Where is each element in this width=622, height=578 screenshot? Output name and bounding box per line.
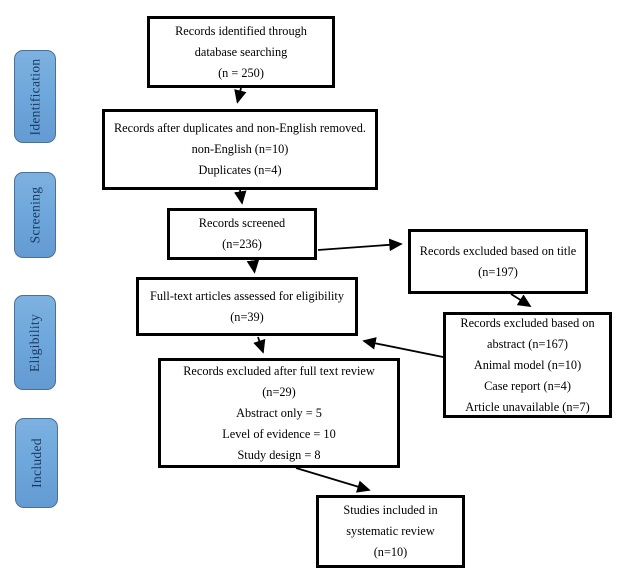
arrow-excluded-review-to-studies-included	[296, 468, 369, 490]
box-deduplicated	[102, 109, 378, 190]
arrow-fulltext-to-excluded-review	[258, 337, 263, 352]
box-text-line: Study design = 8	[237, 447, 321, 462]
box-studies-included	[316, 495, 465, 568]
box-excluded-fulltext-review	[158, 358, 400, 468]
box-text-line: Records identified through	[175, 23, 307, 38]
arrow-identified-to-deduplicated	[238, 88, 242, 102]
box-text-line: Records excluded after full text review	[183, 363, 375, 378]
box-text-line: Case report (n=4)	[484, 378, 571, 393]
stage-identification-label: Identification	[27, 58, 43, 135]
box-text-line: Article unavailable (n=7)	[465, 399, 590, 414]
box-text-line: Studies included in	[343, 503, 438, 517]
box-text-line: Records after duplicates and non-English removed.	[113, 121, 366, 135]
box-records-screened	[167, 208, 317, 260]
stage-included-label: Included	[28, 438, 44, 488]
stage-screening-label: Screening	[27, 186, 42, 244]
box-excluded-title	[408, 229, 588, 294]
box-text-line: Duplicates (n=4)	[198, 163, 282, 177]
box-text-line: Records screened	[198, 216, 286, 230]
arrow-deduplicated-to-screened	[240, 190, 242, 203]
box-text-line: (n=10)	[373, 545, 408, 559]
box-text-line: Level of evidence = 10	[222, 426, 336, 441]
stage-screening	[14, 172, 56, 258]
box-records-identified	[147, 16, 335, 88]
box-text-line: Records excluded based on title	[419, 243, 577, 258]
box-text-line: (n=236)	[222, 237, 262, 251]
box-text-line: database searching	[194, 44, 288, 59]
box-fulltext-assessed	[136, 277, 358, 336]
stage-included	[15, 418, 58, 508]
arrow-screened-to-excluded-title	[318, 244, 401, 250]
box-text-line: systematic review	[346, 524, 435, 538]
box-text-line: abstract (n=167)	[486, 336, 569, 351]
box-text-line: Abstract only = 5	[236, 405, 322, 420]
arrow-excluded-title-to-excluded-abstract	[511, 294, 530, 306]
box-text-line: (n = 250)	[218, 65, 264, 80]
box-text-line: non-English (n=10)	[191, 142, 289, 156]
box-text-line: Full-text articles assessed for eligibility	[150, 288, 344, 303]
box-text-line: (n=29)	[262, 384, 296, 399]
stage-eligibility-label: Eligibility	[27, 313, 42, 372]
box-excluded-abstract	[443, 312, 612, 418]
arrow-screened-to-fulltext	[253, 261, 255, 272]
box-text-line: (n=39)	[230, 309, 264, 324]
box-text-line: Records excluded based on	[460, 315, 595, 330]
box-text-line: (n=197)	[478, 264, 518, 279]
stage-eligibility	[14, 295, 56, 390]
arrow-excluded-abstract-to-fulltext	[364, 341, 443, 357]
box-text-line: Animal model (n=10)	[473, 357, 582, 372]
stage-identification	[14, 50, 56, 143]
